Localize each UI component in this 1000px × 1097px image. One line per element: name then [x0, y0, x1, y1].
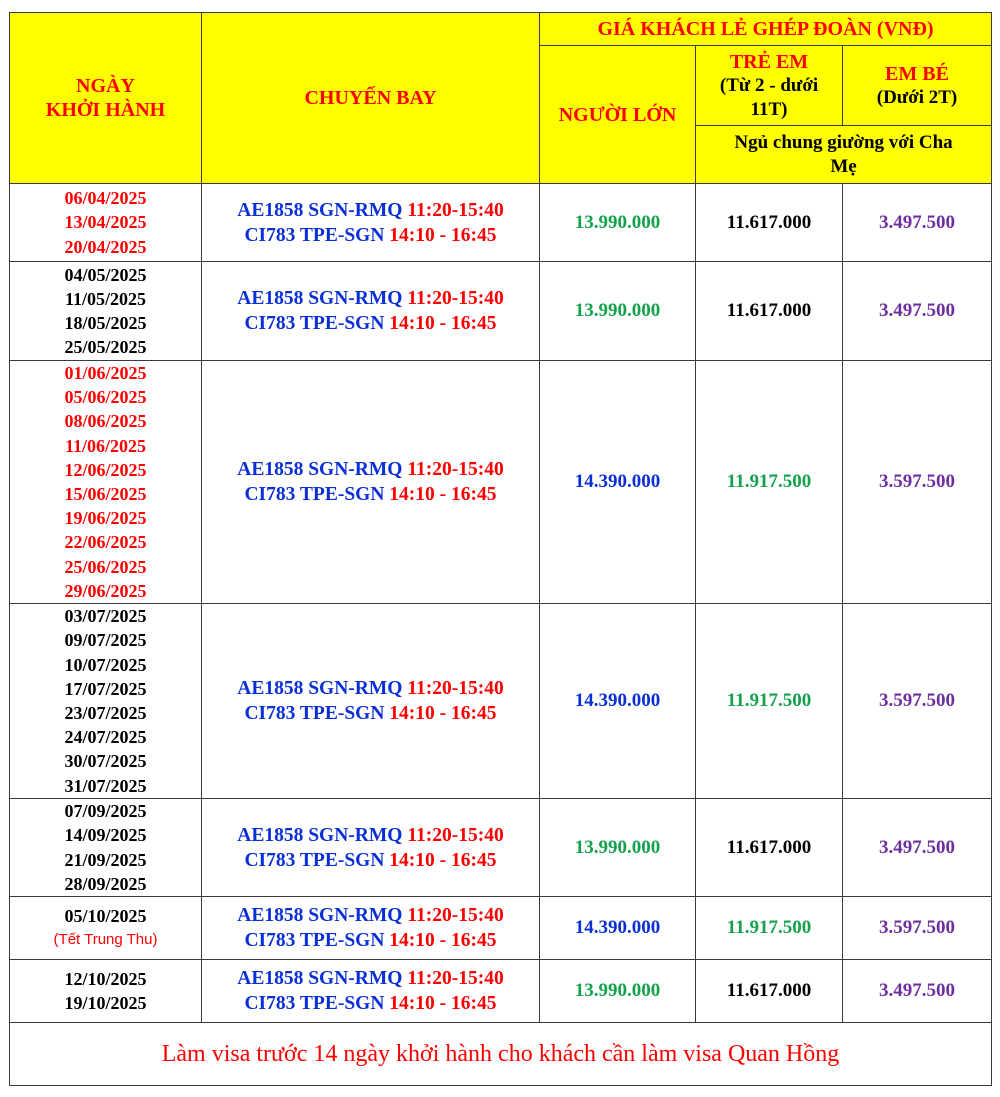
table-row [10, 960, 992, 1023]
flight-leg-1 [202, 903, 539, 928]
departure-date: 28/09/2025 [64, 873, 147, 894]
departure-date: 03/07/2025 [64, 606, 147, 627]
infant-price: 3.597.500 [843, 361, 992, 604]
flight-cell [202, 799, 540, 897]
departure-date: 05/10/2025 [64, 905, 147, 926]
flight-time: 14:10 - 16:45 [389, 993, 497, 1015]
departure-date: 30/07/2025 [64, 751, 147, 772]
departure-date: 19/10/2025 [64, 993, 147, 1014]
header-child-line2: (Từ 2 - dưới [719, 74, 819, 96]
flight-code: AE1858 SGN-RMQ [237, 678, 403, 700]
adult-price: 14.390.000 [540, 361, 696, 604]
flight-code: AE1858 SGN-RMQ [237, 905, 403, 927]
header-infant [843, 46, 992, 126]
departure-date: 31/07/2025 [64, 775, 147, 796]
departure-date: 12/06/2025 [64, 459, 147, 480]
departure-dates-cell [10, 262, 202, 361]
departure-date: 09/07/2025 [64, 630, 147, 651]
flight-code: CI783 TPE-SGN [244, 484, 385, 506]
price-rows [10, 184, 992, 1023]
date-note: (Tết Trung Thu) [53, 931, 158, 949]
departure-date: 11/06/2025 [64, 435, 146, 456]
departure-dates-cell [10, 604, 202, 799]
flight-time: 11:20-15:40 [407, 678, 504, 700]
table-row [10, 799, 992, 897]
flight-leg-2 [202, 848, 539, 873]
table-row [10, 604, 992, 799]
departure-date: 07/09/2025 [64, 801, 147, 822]
departure-date: 18/05/2025 [64, 313, 147, 333]
flight-code: AE1858 SGN-RMQ [237, 824, 403, 846]
departure-dates-cell [10, 799, 202, 897]
flight-time: 11:20-15:40 [407, 288, 504, 309]
departure-date: 01/06/2025 [64, 363, 147, 383]
adult-price: 14.390.000 [540, 897, 696, 960]
flight-time: 14:10 - 16:45 [389, 484, 497, 506]
flight-code: CI783 TPE-SGN [244, 993, 385, 1015]
flight-code: AE1858 SGN-RMQ [237, 199, 403, 221]
child-price: 11.917.500 [696, 897, 843, 960]
header-infant-line2: (Dưới 2T) [876, 86, 958, 108]
departure-date: 29/06/2025 [64, 580, 147, 601]
flight-time: 11:20-15:40 [407, 824, 504, 846]
child-price: 11.617.000 [696, 184, 843, 262]
departure-date: 14/09/2025 [64, 825, 147, 846]
header-adult: NGƯỜI LỚN [540, 46, 696, 184]
child-price: 11.617.000 [696, 262, 843, 361]
departure-date: 25/06/2025 [64, 556, 147, 577]
header-departure-date-line1: NGÀY [76, 75, 135, 97]
flight-time: 14:10 - 16:45 [389, 224, 497, 246]
flight-leg-1 [202, 676, 539, 701]
child-price: 11.917.500 [696, 604, 843, 799]
departure-dates-cell [10, 184, 202, 262]
flight-cell [202, 361, 540, 604]
child-price: 11.917.500 [696, 361, 843, 604]
departure-date: 04/05/2025 [64, 264, 147, 285]
flight-code: CI783 TPE-SGN [244, 703, 385, 725]
departure-date: 22/06/2025 [64, 532, 147, 553]
header-departure-date [10, 13, 202, 184]
flight-leg-2 [202, 928, 539, 953]
flight-leg-1 [202, 198, 539, 223]
infant-price: 3.497.500 [843, 960, 992, 1023]
flight-code: AE1858 SGN-RMQ [237, 968, 403, 990]
header-infant-line1: EM BÉ [885, 62, 949, 85]
adult-price: 13.990.000 [540, 262, 696, 361]
adult-price: 14.390.000 [540, 604, 696, 799]
flight-time: 14:10 - 16:45 [389, 849, 497, 871]
visa-note: Làm visa trước 14 ngày khởi hành cho khách cần làm visa Quan Hồng [10, 1023, 992, 1086]
header-shared-bed [696, 126, 992, 184]
table-row [10, 262, 992, 361]
flight-leg-1 [202, 966, 539, 991]
adult-price: 13.990.000 [540, 960, 696, 1023]
header-child [696, 46, 843, 126]
departure-date: 25/05/2025 [64, 337, 147, 358]
departure-date: 20/04/2025 [64, 236, 147, 257]
flight-code: AE1858 SGN-RMQ [237, 459, 403, 481]
header-shared-bed-line2: Mẹ [830, 155, 857, 177]
departure-date: 08/06/2025 [64, 411, 147, 432]
departure-date: 06/04/2025 [64, 188, 147, 209]
flight-time: 11:20-15:40 [407, 968, 504, 990]
infant-price: 3.497.500 [843, 799, 992, 897]
header-price-group: GIÁ KHÁCH LẺ GHÉP ĐOÀN (VNĐ) [540, 13, 992, 46]
header-departure-date-line2: KHỞI HÀNH [45, 99, 166, 121]
flight-cell [202, 897, 540, 960]
flight-code: CI783 TPE-SGN [244, 930, 385, 952]
flight-cell [202, 262, 540, 361]
flight-leg-1 [202, 457, 539, 482]
flight-time: 11:20-15:40 [407, 459, 504, 481]
departure-date: 11/05/2025 [64, 288, 146, 309]
departure-date: 17/07/2025 [64, 678, 147, 699]
flight-leg-2 [202, 701, 539, 726]
tour-price-table [9, 12, 992, 1086]
flight-code: CI783 TPE-SGN [244, 849, 385, 871]
departure-date: 10/07/2025 [64, 654, 147, 675]
departure-date: 19/06/2025 [64, 508, 147, 529]
table-row [10, 897, 992, 960]
flight-cell [202, 604, 540, 799]
departure-date: 13/04/2025 [64, 212, 147, 233]
adult-price: 13.990.000 [540, 184, 696, 262]
table-row [10, 361, 992, 604]
departure-date: 24/07/2025 [64, 727, 147, 748]
flight-leg-2 [202, 223, 539, 248]
flight-time: 11:20-15:40 [407, 905, 504, 927]
flight-time: 14:10 - 16:45 [389, 703, 497, 725]
departure-date: 12/10/2025 [64, 968, 147, 989]
departure-date: 15/06/2025 [64, 484, 147, 505]
adult-price: 13.990.000 [540, 799, 696, 897]
header-shared-bed-line1: Ngủ chung giường với Cha [734, 131, 953, 153]
infant-price: 3.597.500 [843, 604, 992, 799]
flight-cell [202, 184, 540, 262]
departure-date: 05/06/2025 [64, 387, 147, 408]
departure-dates-cell [10, 361, 202, 604]
flight-code: CI783 TPE-SGN [244, 313, 385, 334]
flight-code: CI783 TPE-SGN [244, 224, 385, 246]
infant-price: 3.497.500 [843, 262, 992, 361]
flight-leg-2 [202, 991, 539, 1016]
header-child-line1: TRẺ EM [729, 50, 809, 73]
table-row [10, 184, 992, 262]
flight-time: 14:10 - 16:45 [389, 313, 497, 334]
tour-price-table-container [9, 12, 991, 1086]
infant-price: 3.497.500 [843, 184, 992, 262]
header-flight: CHUYẾN BAY [202, 13, 540, 184]
child-price: 11.617.000 [696, 799, 843, 897]
header-child-line3: 11T) [750, 98, 788, 120]
departure-dates-cell [10, 897, 202, 960]
departure-date: 23/07/2025 [64, 703, 147, 724]
flight-time: 14:10 - 16:45 [389, 930, 497, 952]
flight-time: 11:20-15:40 [407, 199, 504, 221]
child-price: 11.617.000 [696, 960, 843, 1023]
departure-dates-cell [10, 960, 202, 1023]
departure-date: 21/09/2025 [64, 849, 147, 870]
infant-price: 3.597.500 [843, 897, 992, 960]
flight-cell [202, 960, 540, 1023]
flight-leg-2 [202, 482, 539, 507]
flight-code: AE1858 SGN-RMQ [237, 288, 403, 309]
flight-leg-1 [202, 286, 539, 311]
flight-leg-1 [202, 823, 539, 848]
flight-leg-2 [202, 311, 539, 336]
